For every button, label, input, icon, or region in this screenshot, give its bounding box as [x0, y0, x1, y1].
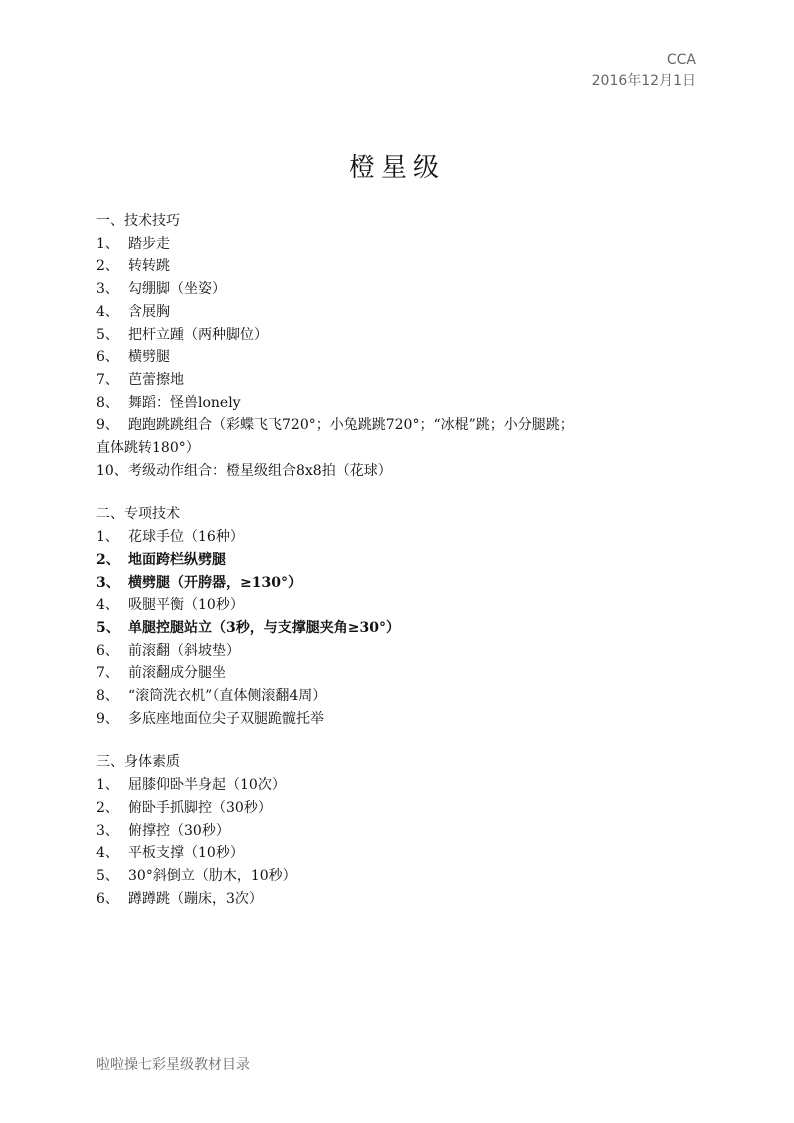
list-item	[96, 842, 716, 865]
item-text: 芭蕾擦地	[128, 371, 184, 388]
item-number: 3、	[96, 281, 119, 298]
list-item	[96, 278, 716, 301]
item-number: 6、	[96, 890, 119, 907]
list-item	[96, 460, 716, 483]
item-number: 3、	[96, 574, 120, 591]
item-number: 10、	[96, 462, 128, 479]
section-heading: 二、专项技术	[96, 506, 180, 523]
item-number: 5、	[96, 326, 119, 343]
item-number: 1、	[96, 777, 119, 794]
header-org: CCA	[666, 52, 696, 68]
item-number: 2、	[96, 551, 120, 568]
item-number: 4、	[96, 597, 119, 614]
header-date: 2016年12月1日	[591, 73, 696, 89]
list-item	[96, 865, 716, 888]
item-text: 转转跳	[128, 258, 170, 275]
list-item	[96, 549, 716, 572]
item-number: 2、	[96, 258, 119, 275]
item-text: 把杆立踵（两种脚位）	[128, 326, 268, 343]
item-text: 前滚翻（斜坡垫）	[128, 642, 240, 659]
list-item	[96, 392, 716, 415]
document-footer: 啦啦操七彩星级教材目录	[96, 1057, 250, 1073]
item-number: 8、	[96, 394, 119, 411]
list-item	[96, 617, 716, 640]
item-number: 4、	[96, 845, 119, 862]
item-number: 9、	[96, 710, 119, 727]
item-text: 单腿控腿站立（3秒，与支撑腿夹角≥30°）	[128, 619, 400, 636]
item-text: 舞蹈：怪兽lonely	[128, 394, 241, 411]
item-number: 7、	[96, 665, 119, 682]
item-number: 8、	[96, 688, 119, 705]
item-number: 4、	[96, 303, 119, 320]
list-item	[96, 888, 716, 911]
section-heading: 一、技术技巧	[96, 213, 180, 229]
list-item	[96, 369, 716, 392]
page-title: 橙星级	[348, 153, 445, 183]
item-text: 含展胸	[128, 303, 170, 320]
list-item	[96, 797, 716, 820]
item-text: 俯撑控（30秒）	[128, 822, 230, 839]
list-item	[96, 640, 716, 663]
list-item	[96, 301, 716, 324]
item-number: 5、	[96, 619, 120, 636]
item-text: 横劈腿	[128, 349, 170, 366]
section-technique	[96, 210, 716, 482]
list-item	[96, 346, 716, 369]
list-item	[96, 594, 716, 617]
item-number: 7、	[96, 371, 119, 388]
item-text: 俯卧手抓脚控（30秒）	[128, 799, 272, 816]
item-number: 6、	[96, 642, 119, 659]
document-body	[96, 210, 716, 931]
section-heading: 三、身体素质	[96, 754, 180, 771]
item-number: 2、	[96, 799, 119, 816]
item-number: 5、	[96, 867, 119, 884]
item-text: 跑跑跳跳组合（彩蝶飞飞720°；小兔跳跳720°；“冰棍”跳；小分腿跳；	[128, 417, 574, 434]
item-text: 花球手位（16种）	[128, 529, 244, 546]
item-number: 3、	[96, 822, 119, 839]
item-text: 地面跨栏纵劈腿	[128, 551, 226, 568]
document-header	[592, 50, 696, 92]
list-item	[96, 708, 716, 731]
item-number: 1、	[96, 529, 119, 546]
item-text: 吸腿平衡（10秒）	[128, 597, 244, 614]
item-text: 前滚翻成分腿坐	[128, 665, 226, 682]
list-item	[96, 255, 716, 278]
item-text-continuation: 直体跳转180°）	[96, 440, 200, 457]
list-item	[96, 774, 716, 797]
list-item	[96, 526, 716, 549]
item-text: 勾绷脚（坐姿）	[128, 281, 226, 298]
list-item	[96, 685, 716, 708]
item-text: 平板支撑（10秒）	[128, 845, 244, 862]
list-item	[96, 662, 716, 685]
list-item	[96, 324, 716, 347]
list-item	[96, 233, 716, 256]
item-text: 蹲蹲跳（蹦床，3次）	[128, 890, 263, 907]
section-specialty	[96, 503, 716, 730]
list-item	[96, 572, 716, 595]
section-fitness	[96, 751, 716, 910]
item-text: “滚筒洗衣机”（直体侧滚翻4周）	[128, 688, 327, 705]
item-number: 6、	[96, 349, 119, 366]
item-text: 多底座地面位尖子双腿跪髋托举	[128, 710, 324, 727]
item-text: 屈膝仰卧半身起（10次）	[128, 777, 286, 794]
list-item	[96, 820, 716, 843]
list-item	[96, 414, 716, 437]
item-number: 9、	[96, 417, 119, 434]
item-number: 1、	[96, 235, 119, 252]
item-text: 考级动作组合：橙星级组合8x8拍（花球）	[128, 462, 392, 479]
item-text: 30°斜倒立（肋木，10秒）	[128, 867, 297, 884]
item-text: 横劈腿（开胯器，≥130°）	[128, 574, 302, 591]
item-text: 踏步走	[128, 235, 170, 252]
